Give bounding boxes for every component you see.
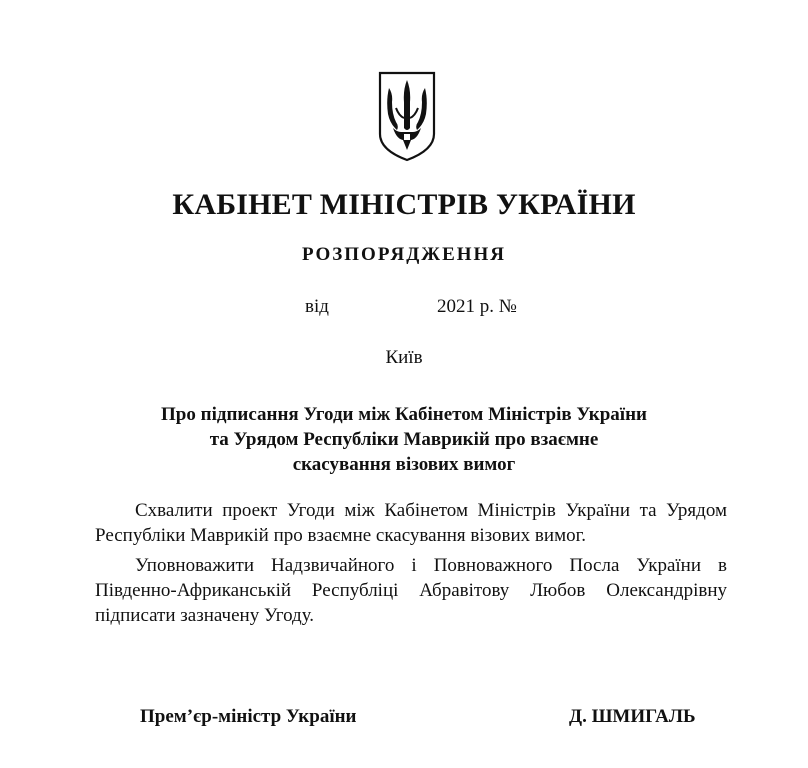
paragraph-line: Республіки Маврикій про взаємне скасування візових вимог. <box>95 525 586 546</box>
subject-line: Про підписання Угоди між Кабінетом Міністрів України <box>161 404 647 425</box>
paragraph-line: Уповноважити Надзвичайного і Повноважного Посла України в <box>135 555 727 576</box>
paragraph-line: Південно-Африканській Республіці Абравітову Любов Олександрівну <box>95 580 727 601</box>
date-from-label: від <box>305 296 329 317</box>
signatory-title: Прем’єр-міністр України <box>140 706 357 727</box>
document-subject <box>100 402 708 477</box>
body-paragraph-approve <box>95 498 727 548</box>
city-name: Київ <box>385 347 423 368</box>
trident-coat-of-arms-icon <box>377 70 437 162</box>
subject-line: скасування візових вимог <box>292 454 516 475</box>
body-paragraph-authorize <box>95 553 727 628</box>
signatory-name: Д. ШМИГАЛЬ <box>569 706 696 727</box>
subject-line: та Урядом Республіки Маврикій про взаємне <box>209 429 599 450</box>
document-type-title: РОЗПОРЯДЖЕННЯ <box>301 244 507 265</box>
issuing-authority-title: КАБІНЕТ МІНІСТРІВ УКРАЇНИ <box>172 188 636 221</box>
paragraph-line: підписати зазначену Угоду. <box>95 605 315 626</box>
date-year-number: 2021 р. № <box>437 296 517 317</box>
paragraph-line: Схвалити проект Угоди між Кабінетом Міністрів України та Урядом <box>135 500 727 521</box>
